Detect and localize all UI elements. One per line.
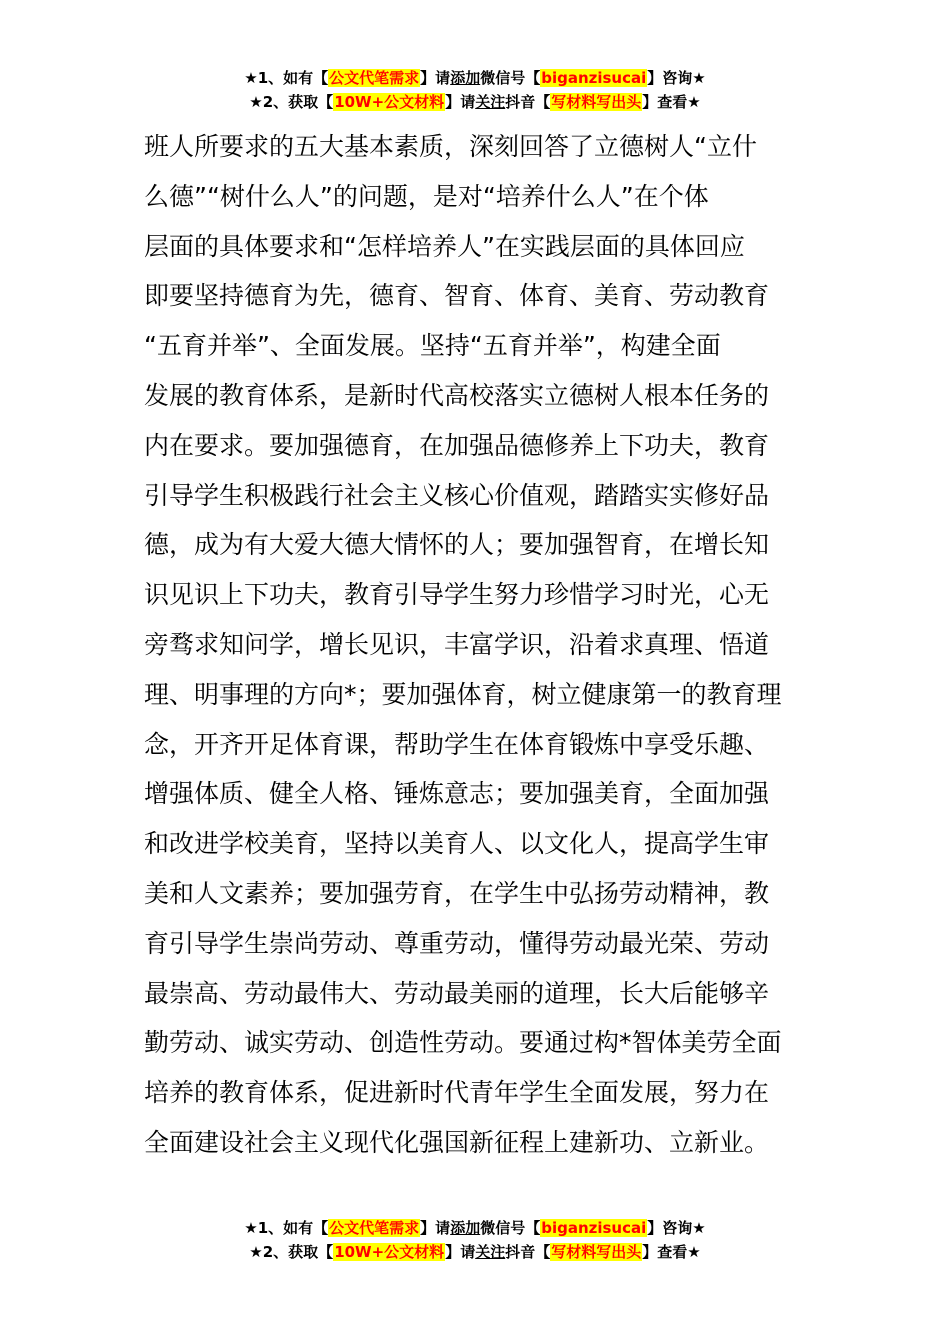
body-line: 么德”“树什么人”的问题，是对“培养什么人”在个体 (144, 181, 709, 211)
banner-text: 微信号【 (480, 1219, 541, 1237)
header-banner-line-2 (0, 90, 950, 114)
body-line: 德，成为有大爱大德大情怀的人；要加强智育，在增长知 (144, 530, 770, 560)
body-line: 全面建设社会主义现代化强国新征程上建新功、立新业。 (144, 1127, 770, 1157)
body-line: 内在要求。要加强德育，在加强品德修养上下功夫，教育 (144, 430, 770, 460)
highlight-wechat-id: biganzisucai (541, 69, 647, 87)
footer-banner-line-1 (0, 1216, 950, 1240)
body-line: 引导学生积极践行社会主义核心价值观，踏踏实实修好品 (144, 480, 770, 510)
body-line: 美和人文素养；要加强劳育，在学生中弘扬劳动精神，教 (144, 878, 770, 908)
emphasis-add: 添加 (450, 69, 481, 87)
banner-text: ★1、如有【 (244, 1219, 329, 1237)
body-line: 育引导学生崇尚劳动、尊重劳动，懂得劳动最光荣、劳动 (144, 928, 770, 958)
footer-banner-line-2 (0, 1240, 950, 1264)
banner-text: 】查看★ (642, 1243, 701, 1261)
body-line: 培养的教育体系，促进新时代青年学生全面发展，努力在 (144, 1078, 770, 1108)
body-line: 念，开齐开足体育课，帮助学生在体育锻炼中享受乐趣、 (144, 729, 770, 759)
highlight-wechat-id: biganzisucai (541, 1219, 647, 1237)
banner-text: 抖音【 (505, 93, 551, 111)
banner-text: 】咨询★ (647, 69, 706, 87)
body-line: 旁骛求知问学，增长见识，丰富学识，沿着求真理、悟道 (144, 629, 770, 659)
body-line: 勤劳动、诚实劳动、创造性劳动。要通过构*智体美劳全面 (144, 1028, 782, 1058)
banner-text: 】请 (445, 93, 476, 111)
body-line: 发展的教育体系，是新时代高校落实立德树人根本任务的 (144, 380, 770, 410)
emphasis-follow: 关注 (475, 93, 506, 111)
document-body (144, 122, 814, 1168)
body-line: 即要坚持德育为先，德育、智育、体育、美育、劳动教育 (144, 281, 770, 311)
banner-text: 】请 (445, 1243, 476, 1261)
banner-text: ★2、获取【 (249, 93, 334, 111)
highlight-douyin-account: 写材料写出头 (551, 1243, 642, 1261)
highlight-douyin-account: 写材料写出头 (551, 93, 642, 111)
banner-text: 】请 (420, 1219, 451, 1237)
body-line: 识见识上下功夫，教育引导学生努力珍惜学习时光，心无 (144, 580, 770, 610)
body-line: 层面的具体要求和“怎样培养人”在实践层面的具体回应 (144, 231, 745, 261)
footer-banner (0, 1216, 950, 1264)
body-line: 理、明事理的方向*；要加强体育，树立健康第一的教育理 (144, 679, 782, 709)
header-banner-line-1 (0, 66, 950, 90)
emphasis-add: 添加 (450, 1219, 481, 1237)
banner-text: ★2、获取【 (249, 1243, 334, 1261)
highlight-service: 公文代笔需求 (329, 69, 420, 87)
banner-text: 微信号【 (480, 69, 541, 87)
highlight-materials: 10W+公文材料 (334, 1243, 445, 1261)
banner-text: 】请 (420, 69, 451, 87)
emphasis-follow: 关注 (475, 1243, 506, 1261)
body-line: 班人所要求的五大基本素质，深刻回答了立德树人“立什 (144, 132, 757, 161)
banner-text: ★1、如有【 (244, 69, 329, 87)
body-line: 最崇高、劳动最伟大、劳动最美丽的道理，长大后能够辛 (144, 978, 770, 1008)
body-line: 和改进学校美育，坚持以美育人、以文化人，提高学生审 (144, 829, 770, 859)
banner-text: 抖音【 (505, 1243, 551, 1261)
header-banner (0, 66, 950, 114)
body-line: “五育并举”、全面发展。坚持“五育并举”，构建全面 (144, 331, 721, 361)
highlight-materials: 10W+公文材料 (334, 93, 445, 111)
body-line: 增强体质、健全人格、锤炼意志；要加强美育，全面加强 (144, 779, 770, 809)
banner-text: 】查看★ (642, 93, 701, 111)
highlight-service: 公文代笔需求 (329, 1219, 420, 1237)
banner-text: 】咨询★ (647, 1219, 706, 1237)
